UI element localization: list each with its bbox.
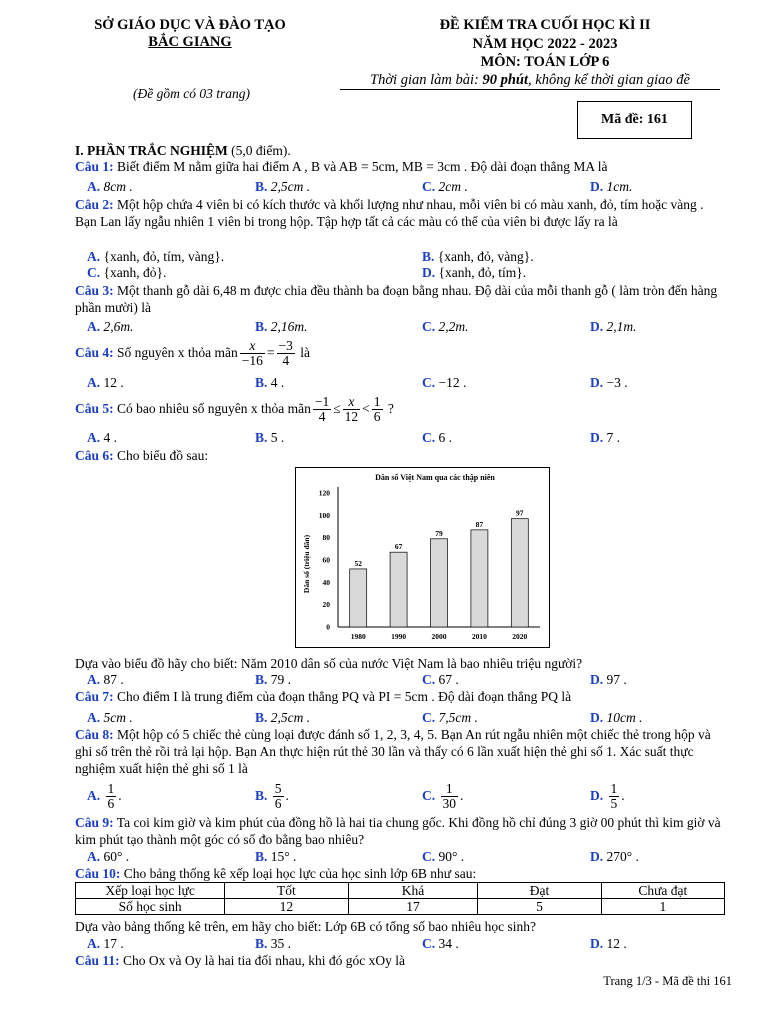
table-row	[76, 899, 725, 915]
province-name: BẮC GIANG	[148, 34, 232, 50]
q5-option-a[interactable]: A. 4 .	[87, 430, 117, 445]
y-tick-label: 40	[322, 577, 330, 587]
q5-fraction-2: $\frac{x}{12}$	[344, 394, 359, 425]
subject: MÔN: TOÁN LỚP 6	[480, 54, 610, 70]
question-10-prompt: Dựa vào bảng thống kê trên, em hãy cho biết: Lớp 6B có tổng số bao nhiêu học sinh?	[75, 919, 536, 934]
q3-option-d[interactable]: D. 2,1m.	[590, 319, 637, 334]
q1-option-d[interactable]: D. 1cm.	[590, 179, 633, 194]
q10-option-c[interactable]: C. 34 .	[422, 936, 459, 951]
chart-y-axis-label: Dân số (triệu dân)	[302, 534, 311, 594]
chart-bar	[431, 539, 448, 627]
q7-option-b[interactable]: B. 2,5cm .	[255, 710, 311, 725]
bar-data-label: 52	[354, 558, 362, 568]
q8-option-b[interactable]: B. $\frac{5}{6}$ .	[255, 781, 289, 812]
q3-option-a[interactable]: A. 2,6m.	[87, 319, 134, 334]
chart-title: Dân số Việt Nam qua các thập niên	[375, 473, 495, 482]
question-1: Câu 1: Biết điểm M nằm giữa hai điểm A , B và AB = 5cm, MB = 3cm . Độ dài đoạn thẳng MA là	[75, 159, 608, 174]
table-cell: Số học sinh	[76, 899, 225, 915]
question-6: Câu 6: Cho biểu đồ sau:	[75, 448, 209, 463]
x-tick-label: 1990	[391, 632, 407, 641]
table-cell: 12	[225, 899, 348, 915]
dept-name: SỞ GIÁO DỤC VÀ ĐÀO TẠO	[94, 17, 286, 33]
q1-option-a[interactable]: A. 8cm .	[87, 179, 133, 194]
y-tick-label: 0	[326, 622, 330, 632]
school-year: NĂM HỌC 2022 - 2023	[472, 36, 618, 52]
q4-fraction-2: $\frac{-3}{4}$	[278, 338, 293, 369]
question-10: Câu 10: Cho bảng thống kê xếp loại học lực của học sinh lớp 6B như sau:	[75, 866, 477, 881]
chart-bar	[350, 569, 367, 627]
q1-option-b[interactable]: B. 2,5cm .	[255, 179, 311, 194]
question-8: Câu 8: Một hộp có 5 chiếc thẻ cùng loại được đánh số 1, 2, 3, 4, 5. Bạn An rút ngẫu nhiên một chiếc thẻ trong hộp và ghi số trên thẻ rồi trả lại hộp. Bạn An thực hiện rút thẻ 30 lần và thấy có 6 lần xuất hiện thẻ ghi số 1. Xác suất thực nghiệm xuất hiện thẻ ghi số 1 là	[75, 727, 711, 776]
q9-option-b[interactable]: B. 15° .	[255, 849, 297, 864]
question-7: Câu 7: Cho điểm I là trung điểm của đoạn thẳng PQ và PI = 5cm . Độ dài đoạn thẳng PQ là	[75, 689, 572, 704]
bar-data-label: 79	[435, 528, 443, 538]
chart-bar	[390, 552, 407, 627]
page-footer: Trang 1/3 - Mã đề thi 161	[603, 974, 732, 988]
pages-note: (Đề gồm có 03 trang)	[133, 86, 250, 101]
question-3: Câu 3: Một thanh gỗ dài 6,48 m được chia đều thành ba đoạn bằng nhau. Độ dài của mỗi thanh gỗ ( làm tròn đến hàng phần mười) là	[75, 283, 718, 315]
table-header-cell: Khá	[348, 883, 478, 899]
table-cell: 1	[601, 899, 724, 915]
population-chart	[295, 467, 550, 648]
q2-option-a[interactable]: A. {xanh, đỏ, tím, vàng}.	[87, 249, 225, 264]
y-tick-label: 60	[322, 555, 330, 565]
q8-option-a[interactable]: A. $\frac{1}{6}$ .	[87, 781, 122, 812]
q10-option-d[interactable]: D. 12 .	[590, 936, 627, 951]
question-6-prompt: Dựa vào biểu đồ hãy cho biết: Năm 2010 dân số của nước Việt Nam là bao nhiêu triệu người?	[75, 656, 583, 671]
q10-option-a[interactable]: A. 17 .	[87, 936, 124, 951]
q7-option-c[interactable]: C. 7,5cm .	[422, 710, 478, 725]
q2-option-c[interactable]: C. {xanh, đỏ}.	[87, 265, 167, 280]
q2-option-d[interactable]: D. {xanh, đỏ, tím}.	[422, 265, 527, 280]
y-tick-label: 120	[318, 488, 330, 498]
q4-option-b[interactable]: B. 4 .	[255, 375, 285, 390]
q6-option-c[interactable]: C. 67 .	[422, 672, 459, 687]
chart-bar	[471, 530, 488, 627]
table-cell: 5	[478, 899, 601, 915]
q5-option-c[interactable]: C. 6 .	[422, 430, 452, 445]
question-4: Câu 4: Số nguyên x thỏa mãn $\frac{x}{-16}$ = $\frac{-3}{4}$ là	[75, 338, 311, 369]
q9-option-c[interactable]: C. 90° .	[422, 849, 465, 864]
q9-option-a[interactable]: A. 60° .	[87, 849, 130, 864]
exam-code-box: Mã đề: 161	[577, 101, 692, 139]
question-5: Câu 5: Có bao nhiêu số nguyên x thỏa mãn $\frac{-1}{4}$ ≤ $\frac{x}{12}$ < $\frac{1}{6}$ ?	[75, 394, 394, 425]
q6-option-b[interactable]: B. 79 .	[255, 672, 292, 687]
q1-option-c[interactable]: C. 2cm .	[422, 179, 468, 194]
y-tick-label: 100	[318, 510, 330, 520]
q4-fraction-1: $\frac{x}{-16}$	[241, 338, 263, 369]
q3-option-c[interactable]: C. 2,2m.	[422, 319, 469, 334]
q4-option-a[interactable]: A. 12 .	[87, 375, 124, 390]
q3-option-b[interactable]: B. 2,16m.	[255, 319, 308, 334]
q6-option-d[interactable]: D. 97 .	[590, 672, 627, 687]
bar-data-label: 87	[475, 519, 484, 529]
q4-option-c[interactable]: C. −12 .	[422, 375, 467, 390]
q7-option-a[interactable]: A. 5cm .	[87, 710, 133, 725]
bar-data-label: 67	[394, 542, 403, 552]
table-header-cell: Xếp loại học lực	[76, 883, 225, 899]
table-header-row	[76, 883, 725, 899]
x-tick-label: 1980	[350, 632, 366, 641]
grade-stats-table	[75, 882, 725, 915]
q6-option-a[interactable]: A. 87 .	[87, 672, 124, 687]
q8-option-d[interactable]: D. $\frac{1}{5}$ .	[590, 781, 625, 812]
table-header-cell: Chưa đạt	[601, 883, 724, 899]
q7-option-d[interactable]: D. 10cm .	[590, 710, 643, 725]
q5-fraction-3: $\frac{1}{6}$	[373, 394, 381, 425]
q4-option-d[interactable]: D. −3 .	[590, 375, 628, 390]
y-tick-label: 80	[322, 533, 330, 543]
x-tick-label: 2000	[431, 632, 447, 641]
q9-option-d[interactable]: D. 270° .	[590, 849, 639, 864]
bar-data-label: 97	[516, 508, 524, 518]
q2-option-b[interactable]: B. {xanh, đỏ, vàng}.	[422, 249, 534, 264]
question-11: Câu 11: Cho Ox và Oy là hai tia đối nhau, khi đó góc xOy là	[75, 953, 405, 968]
table-header-cell: Đạt	[478, 883, 601, 899]
x-tick-label: 2020	[512, 632, 528, 641]
question-2: Câu 2: Một hộp chứa 4 viên bi có kích thước và khối lượng như nhau, mỗi viên bi có màu xanh, đỏ, tím hoặc vàng . Bạn Lan lấy ngẫu nhiên 1 viên bi trong hộp. Tập hợp tất cả các màu có thể của viên bi được lấy ra là	[75, 197, 704, 229]
time-note: Thời gian làm bài: 90 phút, không kể thời gian giao đề	[340, 72, 720, 90]
question-9: Câu 9: Ta coi kim giờ và kim phút của đồng hồ là hai tia chung gốc. Khi đồng hồ chỉ đúng 3 giờ 00 phút thì kim giờ và kim phút tạo thành một góc có số đo bằng bao nhiêu?	[75, 815, 721, 847]
y-tick-label: 20	[322, 600, 330, 610]
q5-option-d[interactable]: D. 7 .	[590, 430, 620, 445]
q10-option-b[interactable]: B. 35 .	[255, 936, 292, 951]
chart-bar	[511, 519, 528, 627]
exam-title: ĐỀ KIỂM TRA CUỐI HỌC KÌ II	[439, 17, 651, 33]
x-tick-label: 2010	[471, 632, 487, 641]
q5-option-b[interactable]: B. 5 .	[255, 430, 285, 445]
q8-option-c[interactable]: C. $\frac{1}{30}$ .	[422, 781, 464, 812]
table-header-cell: Tốt	[225, 883, 348, 899]
section-title: I. PHẦN TRẮC NGHIỆM (5,0 điểm).	[75, 143, 291, 158]
table-cell: 17	[348, 899, 478, 915]
q5-fraction-1: $\frac{-1}{4}$	[314, 394, 330, 425]
